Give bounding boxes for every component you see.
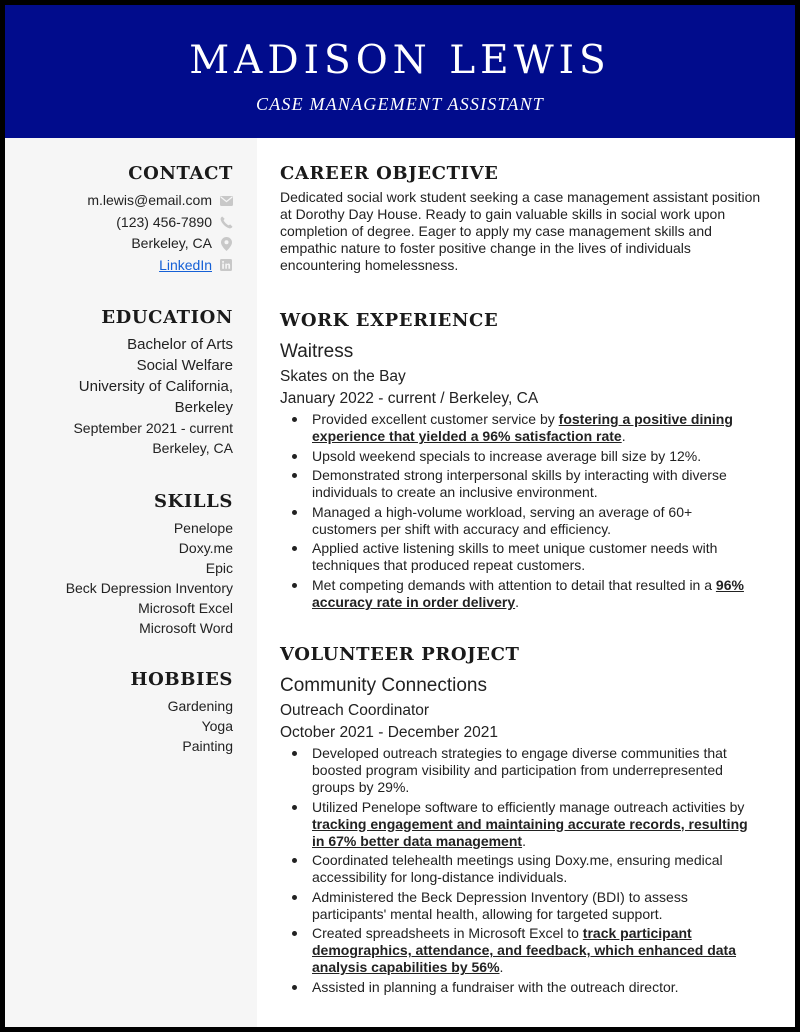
candidate-title: CASE MANAGEMENT ASSISTANT <box>255 94 544 114</box>
bullet-item <box>280 540 750 574</box>
bullet-text-end: . <box>522 832 526 849</box>
resume-header <box>5 5 795 138</box>
skills-heading: SKILLS <box>154 491 233 512</box>
skill-item: Penelope <box>173 520 233 536</box>
map-pin-icon <box>219 237 233 251</box>
volunteer-role: Outreach Coordinator <box>280 702 430 719</box>
hobby-item: Yoga <box>201 718 233 734</box>
sidebar <box>5 138 257 1027</box>
contact-location-row <box>13 233 233 255</box>
contact-phone-row <box>13 212 233 234</box>
bullet-text-end: . <box>515 593 519 610</box>
skill-item: Microsoft Word <box>139 620 233 636</box>
resume-page <box>5 5 795 1027</box>
volunteer-heading: VOLUNTEER PROJECT <box>280 644 520 665</box>
phone-icon <box>219 215 233 229</box>
education-school-line2: Berkeley <box>174 399 233 416</box>
bullet-text: Utilized Penelope software to efficiently manage outreach activities by <box>312 798 745 815</box>
candidate-name: MADISON LEWIS <box>189 38 611 83</box>
contact-phone[interactable]: (123) 456-7890 <box>116 213 212 230</box>
bullet-item <box>280 467 750 501</box>
contact-linkedin-row <box>13 255 233 277</box>
education-school-line1: University of California, <box>78 378 233 395</box>
bullet-item <box>280 745 750 796</box>
bullet-highlight: tracking engagement and maintaining accurate records, resulting in 67% better data management <box>312 815 748 849</box>
education-dates: September 2021 - current <box>73 420 233 436</box>
objective-heading: CAREER OBJECTIVE <box>280 163 499 184</box>
education-major: Social Welfare <box>136 357 233 374</box>
bullet-item <box>280 577 750 611</box>
work-heading: WORK EXPERIENCE <box>280 310 499 331</box>
hobby-item: Painting <box>182 738 233 754</box>
education-degree: Bachelor of Arts <box>127 336 233 353</box>
work-bullet-list <box>280 411 750 614</box>
volunteer-bullet-list <box>280 745 750 999</box>
skills-section <box>13 490 233 638</box>
bullet-text: Applied active listening skills to meet unique customer needs with techniques that produced repeat customers. <box>312 540 718 574</box>
bullet-text: Created spreadsheets in Microsoft Excel to <box>312 925 583 942</box>
bullet-text-end: . <box>499 959 504 976</box>
contact-section <box>13 162 233 276</box>
work-job-title: Waitress <box>280 341 354 362</box>
bullet-text: Managed a high-volume workload, serving an average of 60+ customers per shift with accuracy and efficiency. <box>312 503 693 537</box>
education-location: Berkeley, CA <box>152 440 233 456</box>
bullet-text: Administered the Beck Depression Inventory (BDI) to assess participants' mental health, allowing for targeted support. <box>312 888 688 922</box>
contact-heading: CONTACT <box>128 163 233 184</box>
bullet-text: Assisted in planning a fundraiser with the outreach director. <box>312 978 679 995</box>
contact-email-row <box>13 190 233 212</box>
linkedin-link[interactable]: LinkedIn <box>159 256 212 273</box>
bullet-text: Demonstrated strong interpersonal skills by interacting with diverse individuals to create an inclusive environment. <box>312 467 727 501</box>
bullet-item <box>280 889 750 923</box>
bullet-text: Coordinated telehealth meetings using Doxy.me, ensuring medical accessibility for long-distance individuals. <box>312 852 723 886</box>
bullet-text: Upsold weekend specials to increase average bill size by 12%. <box>312 447 702 464</box>
bullet-item <box>280 925 750 976</box>
work-dates-location: January 2022 - current / Berkeley, CA <box>280 390 539 407</box>
envelope-icon <box>219 194 233 208</box>
bullet-item <box>280 799 750 850</box>
education-heading: EDUCATION <box>101 307 233 328</box>
bullet-text: Developed outreach strategies to engage diverse communities that boosted program visibility and participation from underrepresented groups by 29%. <box>312 745 727 795</box>
bullet-text: Provided excellent customer service by <box>312 411 559 427</box>
skill-item: Beck Depression Inventory <box>65 580 233 596</box>
hobbies-heading: HOBBIES <box>130 669 233 690</box>
bullet-item <box>280 979 750 996</box>
work-company: Skates on the Bay <box>280 368 406 385</box>
bullet-item <box>280 411 750 445</box>
contact-location: Berkeley, CA <box>131 235 212 251</box>
bullet-highlight: 96% accuracy rate in order delivery <box>312 576 744 610</box>
volunteer-project-title: Community Connections <box>280 675 487 696</box>
bullet-item <box>280 448 750 465</box>
bullet-item <box>280 852 750 886</box>
bullet-highlight: fostering a positive dining experience that yielded a 96% satisfaction rate <box>312 411 733 444</box>
volunteer-dates: October 2021 - December 2021 <box>280 724 498 741</box>
bullet-text: Met competing demands with attention to detail that resulted in a <box>312 576 716 593</box>
hobby-item: Gardening <box>167 698 233 714</box>
bullet-text-end: . <box>621 428 626 444</box>
bullet-item <box>280 504 750 538</box>
skill-item: Epic <box>205 560 233 576</box>
skill-item: Doxy.me <box>178 540 233 556</box>
hobbies-section <box>13 668 233 756</box>
objective-text: Dedicated social work student seeking a case management assistant position at Dorothy Day House. Ready to gain valuable skills in social work upon completion of degree. Eager to apply my case management skills and empathic nature to foster positive change in the lives of individuals encountering homelessness. <box>280 189 761 273</box>
contact-email[interactable]: m.lewis@email.com <box>87 192 212 208</box>
bullet-highlight: track participant demographics, attendance, and feedback, which enhanced data analysis capabilities by 56% <box>312 925 736 976</box>
linkedin-icon <box>219 258 233 272</box>
education-section <box>13 306 233 458</box>
skill-item: Microsoft Excel <box>138 600 233 616</box>
